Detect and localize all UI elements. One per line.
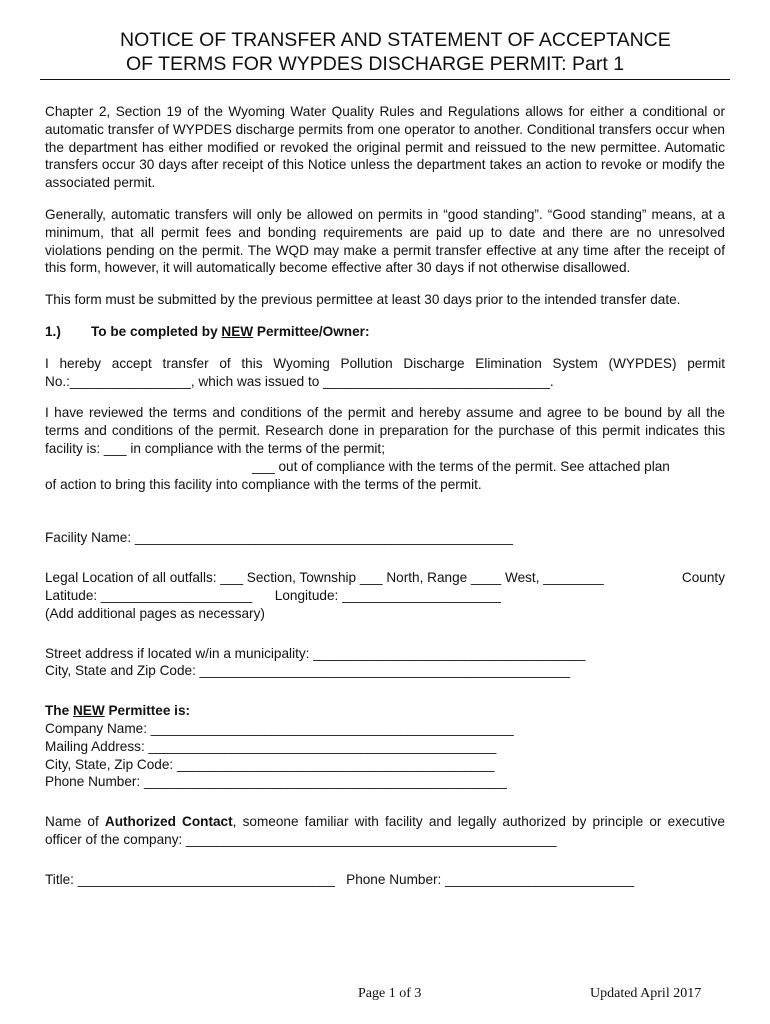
form-title <box>40 28 730 76</box>
new-permittee-heading: The NEW Permittee is: <box>45 703 191 719</box>
mailing-address-field[interactable]: Mailing Address: ______________________________________________ <box>45 738 497 754</box>
authorized-contact-field[interactable]: Name of Authorized Contact, someone familiar with facility and legally authorized by principle or executive officer of the company: _________________________________________________ <box>45 814 725 847</box>
title-underline <box>40 79 730 80</box>
intro-paragraph-3: This form must be submitted by the previous permittee at least 30 days prior to the intended transfer date. <box>45 292 681 308</box>
intro-paragraph-2: Generally, automatic transfers will only be allowed on permits in “good standing”. “Good standing” means, at a minimum, that all permit fees and bonding requirements are paid up to date and there are no unresolved violations pending on the permit. The WQD may make a permit transfer effective at any time after the receipt of this form, however, it will automatically become effective after 30 days if not otherwise disallowed. <box>45 206 725 276</box>
plan-of-action-text: of action to bring this facility into compliance with the terms of the permit. <box>45 476 482 492</box>
legal-location-field[interactable]: Legal Location of all outfalls: ___ Section, Township ___ North, Range ____ West, ________ County <box>45 570 725 586</box>
facility-city-field[interactable]: City, State and Zip Code: _________________________________________________ <box>45 663 571 679</box>
title-phone-row <box>45 871 725 889</box>
title-line-2: OF TERMS FOR WYPDES DISCHARGE PERMIT: Part 1 <box>126 53 625 75</box>
title-line-1: NOTICE OF TRANSFER AND STATEMENT OF ACCEPTANCE <box>120 29 671 51</box>
add-pages-note: (Add additional pages as necessary) <box>45 605 265 621</box>
lat-long-field[interactable]: Latitude: ____________________ Longitude: _____________________ <box>45 587 501 603</box>
page-number: Page 1 of 3 <box>358 986 422 1001</box>
section-1-title: To be completed by NEW Permittee/Owner: <box>91 323 370 339</box>
permittee-city-field[interactable]: City, State, Zip Code: __________________________________________ <box>45 756 495 772</box>
permittee-phone-field[interactable]: Phone Number: ________________________________________________ <box>45 774 507 790</box>
out-of-compliance-option: ___ out of compliance with the terms of the permit. See attached plan <box>252 458 670 474</box>
contact-phone-field[interactable]: Phone Number: _________________________ <box>346 871 635 887</box>
form-body <box>45 103 725 889</box>
accept-transfer-statement: I hereby accept transfer of this Wyoming Pollution Discharge Elimination System (WYPDES) permit No.:________________, which was issued to ______________________________. <box>45 355 725 389</box>
updated-date: Updated April 2017 <box>590 986 702 1001</box>
compliance-statement <box>45 404 725 493</box>
company-name-field[interactable]: Company Name: ________________________________________________ <box>45 720 514 736</box>
street-address-field[interactable]: Street address if located w/in a municipality: ____________________________________ <box>45 645 586 661</box>
compliance-text: I have reviewed the terms and conditions of the permit and hereby assume and agree to be bound by all the terms and conditions of the permit. Research done in preparation for the purchase of this permit indicates this facility is: ___ in compliance with the terms of the permit; <box>45 405 725 456</box>
facility-name-field[interactable]: Facility Name: __________________________________________________ <box>45 530 513 546</box>
contact-title-field[interactable]: Title: __________________________________ <box>45 871 335 887</box>
section-1-number: 1.) <box>45 323 61 339</box>
intro-paragraph-1: Chapter 2, Section 19 of the Wyoming Water Quality Rules and Regulations allows for either a conditional or automatic transfer of WYPDES discharge permits from one operator to another. Conditional transfers occur when the department has either modified or revoked the original permit and reissued to the new permittee. Automatic transfers occur 30 days after receipt of this Notice unless the department takes an action to revoke or modify the associated permit. <box>45 104 725 191</box>
section-1-heading <box>45 323 725 341</box>
